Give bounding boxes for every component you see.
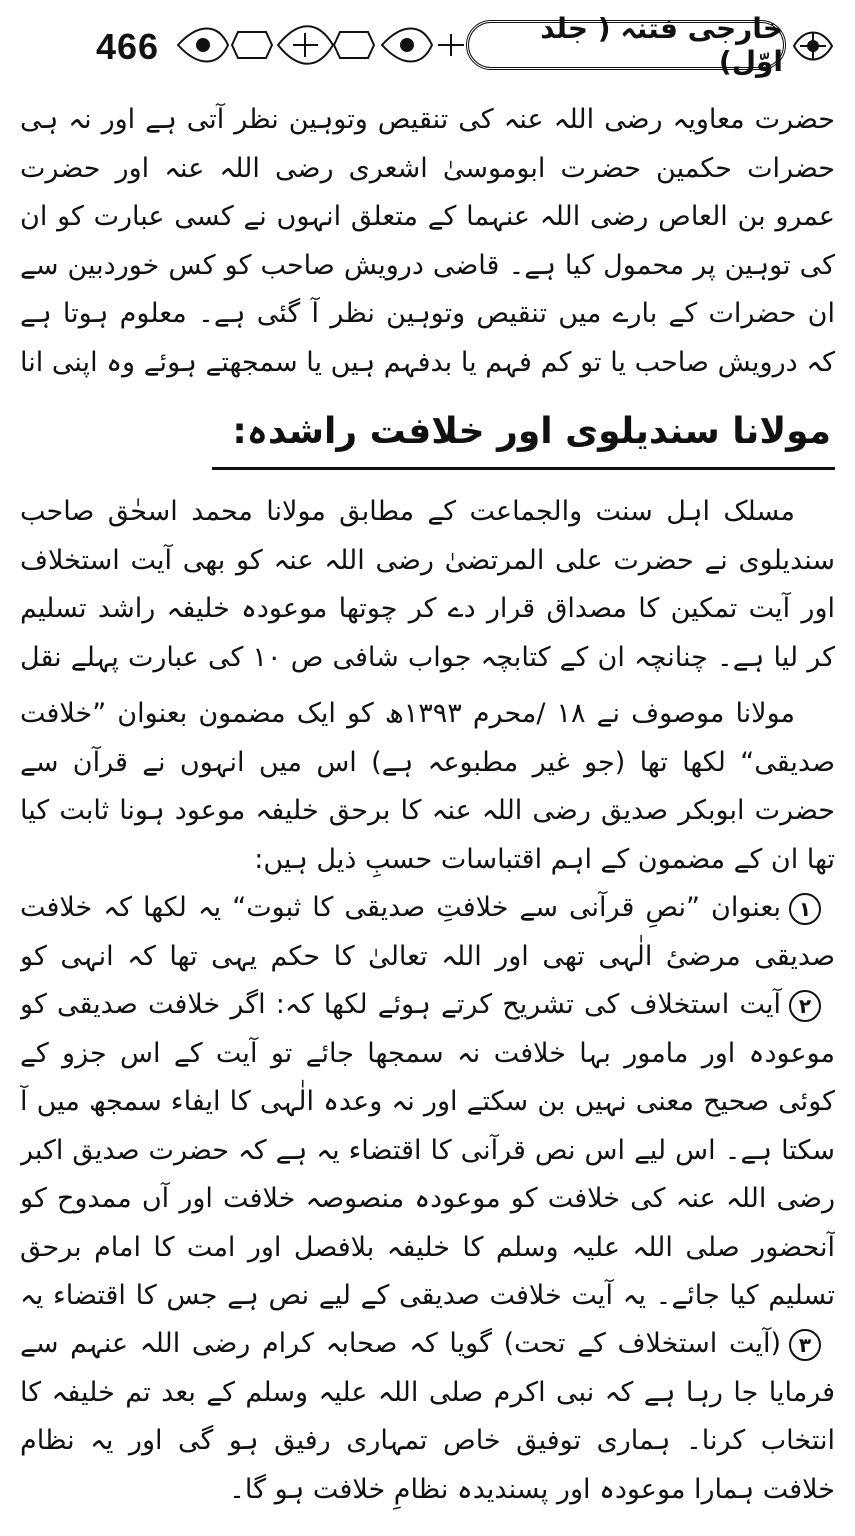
list-item [20, 884, 835, 981]
list-item-text: بعنوان ”نصِ قرآنی سے خلافتِ صدیقی کا ثبوت“ یہ لکھا کہ خلافت صدیقی مرضیٔ الٰہی تھی اور اللہ تعالیٰ کا حکم یہی تھا کہ انہی کو [20, 892, 835, 972]
page-body [20, 96, 835, 1514]
section-heading: مولانا سندیلوی اور خلافت راشدہ: [212, 403, 835, 470]
paragraph-2: مولانا موصوف نے ۱۸ /محرم ۱۳۹۳ھ کو ایک مضمون بعنوان ”خلافت صدیقی“ لکھا تھا (جو غیر مطبوعہ ہے) اس میں انہوں نے قرآن سے حضرت ابوبکر صدیق رضی اللہ عنہ کا برحق خلیفہ موعود ہونا ثابت کیا تھا ان کے مضمون کے اہم اقتباسات حسبِ ذیل ہیں: [20, 698, 835, 875]
list-marker-2: ۲ [789, 990, 821, 1022]
list-item [20, 1320, 835, 1514]
page-header [18, 8, 838, 88]
list-marker-3: ۳ [789, 1329, 821, 1361]
list-marker-1: ۱ [789, 893, 821, 925]
list-item-text: (آیت استخلاف کے تحت) گویا کہ صحابہ کرام رضی اللہ عنہم سے فرمایا جا رہا ہے کہ نبی اکرم صلی اللہ علیہ وسلم کے بعد تم خلیفہ کا انتخاب کرنا۔ ہماری توفیق خاص تمہاری رفیق ہو گی اور یہ نظام خلافت ہمارا موعودہ اور پسندیدہ نظامِ خلافت ہو گا۔ [20, 1328, 835, 1505]
list-item [20, 981, 835, 1320]
page-number: 466 [96, 26, 160, 67]
book-title: خارجی فتنہ ( جلد اوّل) [540, 12, 783, 78]
title-frame [466, 12, 786, 78]
intro-paragraph: حضرت معاویہ رضی اللہ عنہ کی تنقیص وتوہین نظر آتی ہے اور نہ ہی حضرات حکمین حضرت ابوموسیٰ اشعری رضی اللہ عنہ اور حضرت عمرو بن العاص رضی اللہ عنہما کے متعلق انہوں نے کسی عبارت کو ان کی توہین پر محمول کیا ہے۔ قاضی درویش صاحب کو کس خوردبین سے ان حضرات کے بارے میں تنقیص وتوہین نظر آ گئی ہے۔ معلوم ہوتا ہے کہ درویش صاحب یا تو کم فہم یا بدفہم ہیں یا سمجھتے ہوئے وہ اپنی انا [20, 104, 835, 378]
section-heading-wrapper [20, 403, 835, 470]
end-flourish-icon [790, 24, 836, 68]
floral-scroll-ornament-icon [168, 18, 468, 72]
paragraph-1: مسلک اہل سنت والجماعت کے مطابق مولانا محمد اسحٰق صاحب سندیلوی نے حضرت علی المرتضیٰ رضی اللہ عنہ کو بھی آیت استخلاف اور آیت تمکین کا مصداق قرار دے کر چوتھا موعودہ خلیفہ راشد تسلیم کر لیا ہے۔ چنانچہ ان کے کتابچہ جواب شافی ص ۱۰ کی عبارت پہلے نقل [20, 496, 835, 673]
list-item-text: آیت استخلاف کی تشریح کرتے ہوئے لکھا کہ: اگر خلافت صدیقی کو موعودہ اور مامور بہا خلافت نہ سمجھا جائے تو آیت کے اس جزو کے کوئی صحیح معنی نہیں بن سکتے اور نہ وعدہ الٰہی کا ایفاء سمجھ میں آ سکتا ہے۔ اس لیے اس نص قرآنی کا اقتضاء یہ ہے کہ حضرت صدیق اکبر رضی اللہ عنہ کی خلافت کو موعودہ منصوصہ خلافت اور آں ممدوح کو آنحضور صلی اللہ علیہ وسلم کا خلیفہ بلافصل اور امت کا امام برحق تسلیم کیا جائے۔ یہ آیت خلافت صدیقی کے لیے نص ہے جس کا اقتضاء یہ [20, 989, 835, 1311]
